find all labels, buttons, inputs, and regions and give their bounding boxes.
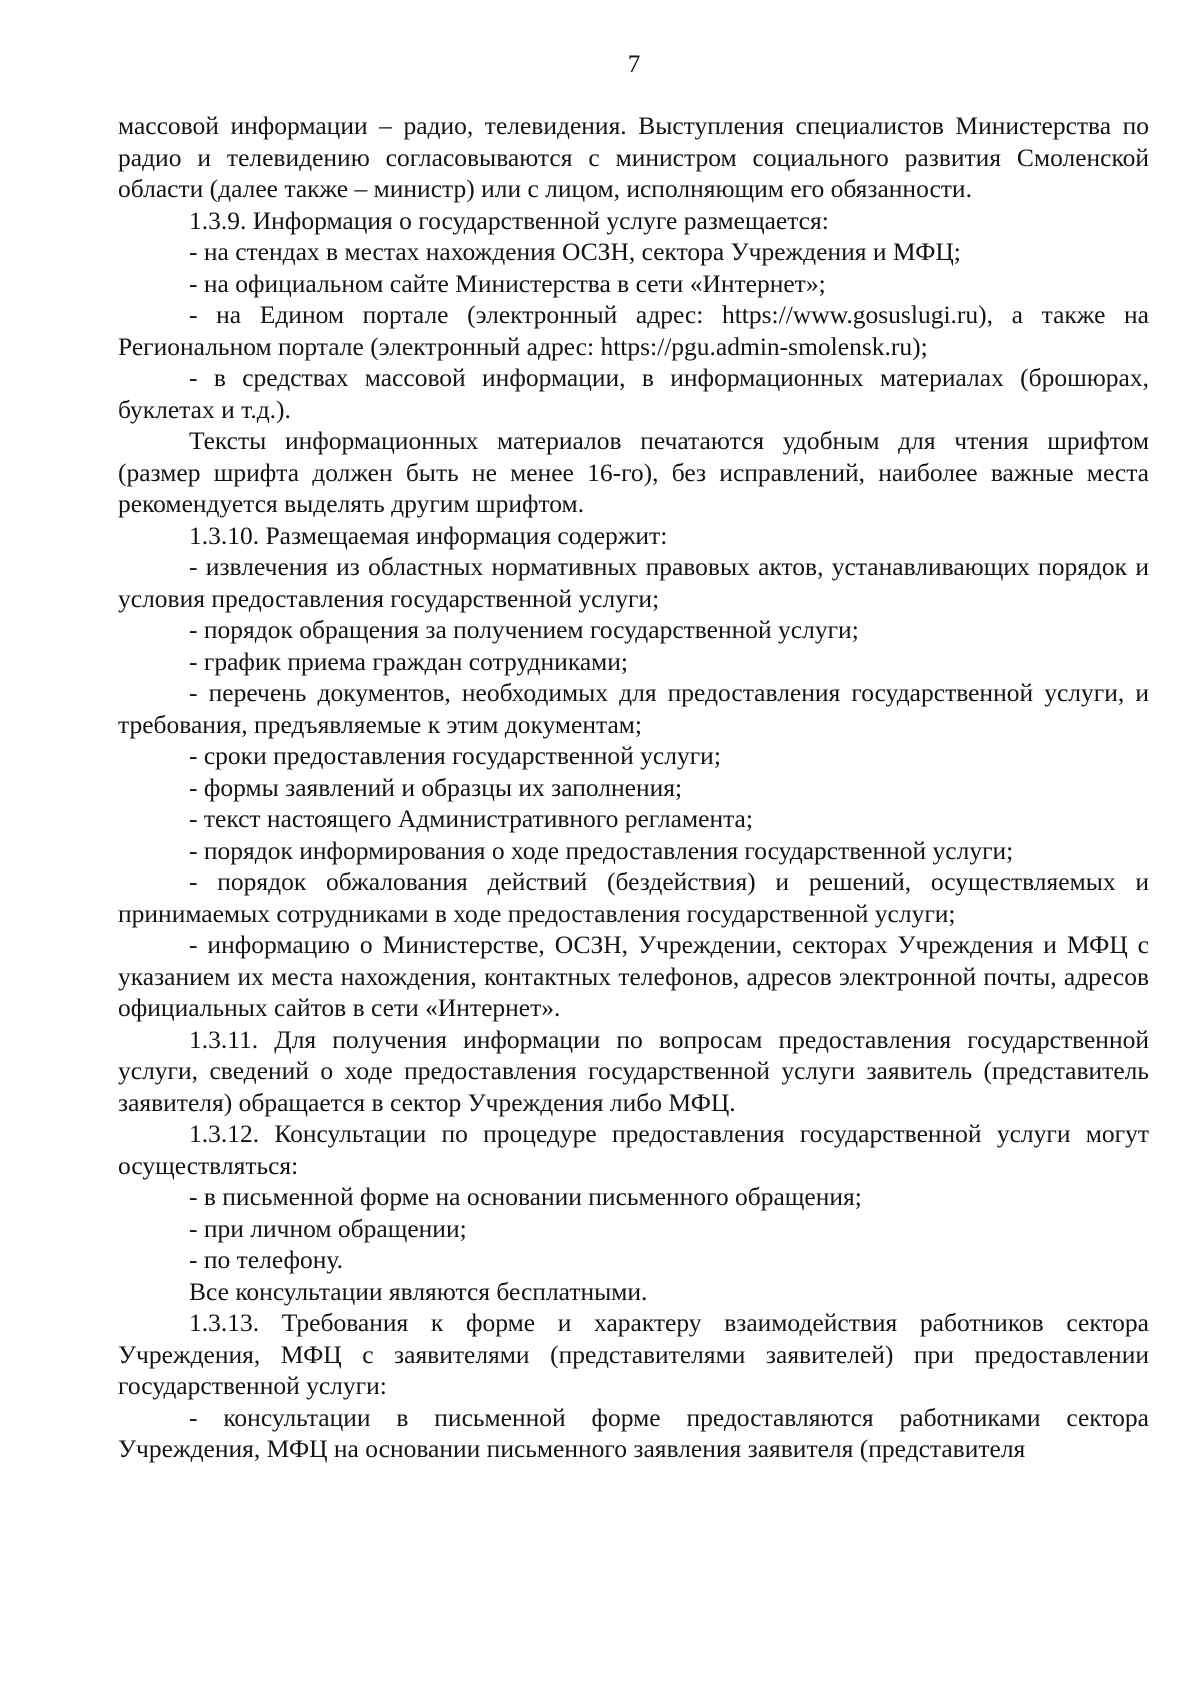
paragraph: - на официальном сайте Министерства в сети «Интернет»; bbox=[189, 268, 826, 298]
paragraph: - при личном обращении; bbox=[189, 1213, 467, 1243]
paragraph: 1.3.9. Информация о государственной услуге размещается: bbox=[189, 205, 829, 235]
paragraph: 1.3.12. Консультации по процедуре предоставления государственной услуги могут осуществляться: bbox=[118, 1119, 1149, 1180]
paragraph: - извлечения из областных нормативных правовых актов, устанавливающих порядок и условия предоставления государственной услуги; bbox=[118, 552, 1149, 613]
paragraph: 1.3.10. Размещаемая информация содержит: bbox=[189, 520, 668, 550]
paragraph: - в средствах массовой информации, в информационных материалах (брошюрах, буклетах и т.д.). bbox=[118, 363, 1149, 424]
paragraph: - консультации в письменной форме предоставляются работниками сектора Учреждения, МФЦ на основании письменного заявления заявителя (представителя bbox=[118, 1402, 1149, 1463]
paragraph: - текст настоящего Административного регламента; bbox=[189, 804, 753, 833]
paragraph: - формы заявлений и образцы их заполнения; bbox=[189, 772, 683, 802]
paragraph: - порядок обжалования действий (бездействия) и решений, осуществляемых и принимаемых сотрудниками в ходе предоставления государственной услуги; bbox=[118, 867, 1149, 928]
paragraph: Тексты информационных материалов печатаются удобным для чтения шрифтом (размер шрифта должен быть не менее 16-го), без исправлений, наиболее важные места рекомендуется выделять другим шрифтом. bbox=[118, 426, 1149, 518]
paragraph: - в письменной форме на основании письменного обращения; bbox=[189, 1182, 862, 1211]
paragraph: - на стендах в местах нахождения ОСЗН, сектора Учреждения и МФЦ; bbox=[189, 237, 961, 266]
paragraph: - порядок информирования о ходе предоставления государственной услуги; bbox=[189, 835, 1014, 865]
paragraph: - на Едином портале (электронный адрес: https://www.gosuslugi.ru), а также на Региональном портале (электронный адрес: https://pgu.admin-smolensk.ru); bbox=[118, 300, 1149, 361]
paragraph: - график приема граждан сотрудниками; bbox=[189, 646, 629, 676]
paragraph: Все консультации являются бесплатными. bbox=[189, 1276, 648, 1306]
paragraph: 1.3.13. Требования к форме и характеру взаимодействия работников сектора Учреждения, МФЦ с заявителями (представителями заявителей) при предоставлении государственной услуги: bbox=[118, 1308, 1149, 1400]
paragraph: - перечень документов, необходимых для предоставления государственной услуги, и требования, предъявляемые к этим документам; bbox=[118, 678, 1149, 739]
paragraph: 1.3.11. Для получения информации по вопросам предоставления государственной услуги, сведений о ходе предоставления государственной услуги заявитель (представитель заявителя) обращается в сектор Учреждения либо МФЦ. bbox=[118, 1024, 1149, 1117]
document-body bbox=[118, 110, 1149, 1465]
paragraph: - сроки предоставления государственной услуги; bbox=[189, 741, 721, 770]
paragraph: - порядок обращения за получением государственной услуги; bbox=[189, 615, 859, 644]
paragraph: - информацию о Министерстве, ОСЗН, Учреждении, секторах Учреждения и МФЦ с указанием их места нахождения, контактных телефонов, адресов электронной почты, адресов официальных сайтов в сети «Интернет». bbox=[118, 930, 1149, 1022]
paragraph: - по телефону. bbox=[189, 1245, 343, 1274]
paragraph: массовой информации – радио, телевидения. Выступления специалистов Министерства по радио и телевидению согласовываются с министром социального развития Смоленской области (далее также – министр) или с лицом, исполняющим его обязанности. bbox=[118, 111, 1149, 203]
page-number: 7 bbox=[627, 51, 641, 78]
